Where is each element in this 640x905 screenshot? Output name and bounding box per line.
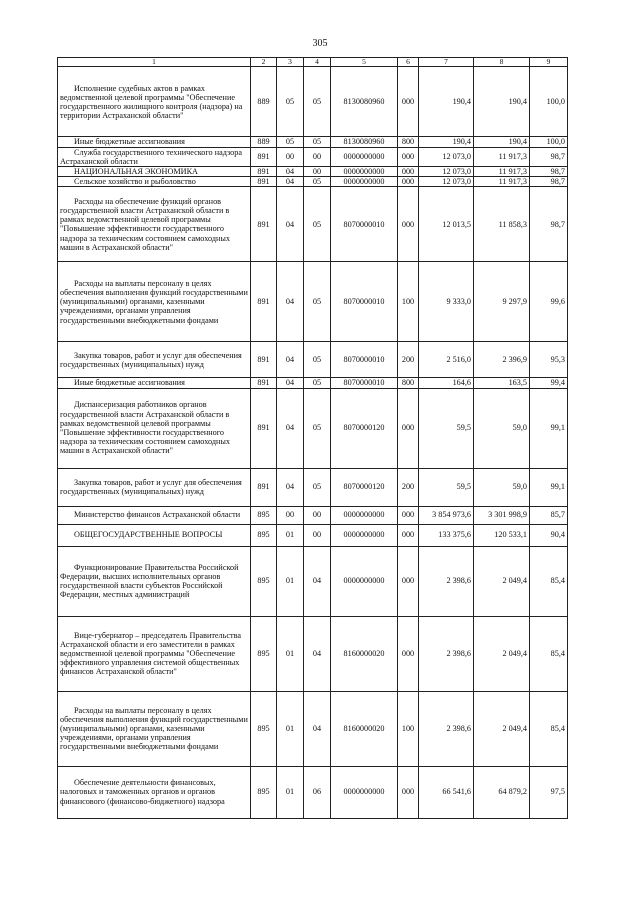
expense-type-code: 000 — [398, 766, 419, 818]
expense-name-text: НАЦИОНАЛЬНАЯ ЭКОНОМИКА — [74, 166, 198, 176]
actual-amount: 2 049,4 — [474, 546, 530, 616]
expense-name — [58, 262, 251, 342]
expense-type-code: 000 — [398, 187, 419, 262]
subsection-code: 00 — [304, 166, 331, 176]
planned-amount: 2 398,6 — [419, 691, 474, 766]
target-article-code: 8070000010 — [331, 342, 398, 378]
actual-amount: 64 879,2 — [474, 766, 530, 818]
expense-name — [58, 378, 251, 388]
section-code: 04 — [277, 262, 304, 342]
expense-name-text: Исполнение судебных актов в рамках ведомственной целевой программы "Обеспечение государственного жилищного контроля (надзора) на территории Астраханской области" — [60, 83, 243, 121]
expense-type-code: 100 — [398, 262, 419, 342]
ministry-code: 895 — [251, 524, 277, 546]
expense-name — [58, 137, 251, 147]
ministry-code: 895 — [251, 691, 277, 766]
expense-name — [58, 67, 251, 137]
expense-name-text: Иные бюджетные ассигнования — [74, 378, 185, 388]
column-number: 3 — [277, 58, 304, 67]
execution-percent: 90,4 — [530, 524, 568, 546]
execution-percent: 99,6 — [530, 262, 568, 342]
ministry-code: 891 — [251, 378, 277, 388]
page-number: 305 — [312, 38, 328, 49]
expense-type-code: 000 — [398, 388, 419, 468]
expense-name — [58, 147, 251, 166]
ministry-code: 891 — [251, 177, 277, 187]
expense-name-text: Расходы на выплаты персоналу в целях обеспечения выполнения функций государственными (муниципальными) органами, казенными учреждениями, органами управления государственными внебюджетными фондами — [60, 705, 248, 752]
ministry-code: 895 — [251, 616, 277, 691]
expense-name-text: Диспансеризация работников органов государственной власти Астраханской области в рамках ведомственной целевой программы "Повышение эффективности государственного надзора за техническим состоянием самоходных машин в Астраханской области" — [60, 400, 230, 456]
target-article-code: 0000000000 — [331, 147, 398, 166]
table-row — [58, 546, 568, 616]
column-number: 4 — [304, 58, 331, 67]
section-code: 04 — [277, 378, 304, 388]
execution-percent: 85,4 — [530, 691, 568, 766]
section-code: 04 — [277, 166, 304, 176]
execution-percent: 98,7 — [530, 147, 568, 166]
expense-type-code: 100 — [398, 691, 419, 766]
expense-name — [58, 187, 251, 262]
planned-amount: 66 541,6 — [419, 766, 474, 818]
table-row — [58, 378, 568, 388]
table-row — [58, 147, 568, 166]
expense-type-code: 000 — [398, 524, 419, 546]
planned-amount: 12 073,0 — [419, 177, 474, 187]
planned-amount: 59,5 — [419, 468, 474, 506]
table-row — [58, 342, 568, 378]
planned-amount: 190,4 — [419, 67, 474, 137]
target-article-code: 0000000000 — [331, 766, 398, 818]
target-article-code: 8160000020 — [331, 616, 398, 691]
expense-name — [58, 524, 251, 546]
expense-name — [58, 177, 251, 187]
table-row — [58, 187, 568, 262]
section-code: 00 — [277, 506, 304, 524]
table-row — [58, 166, 568, 176]
expense-type-code: 800 — [398, 378, 419, 388]
subsection-code: 00 — [304, 506, 331, 524]
execution-percent: 99,1 — [530, 388, 568, 468]
section-code: 05 — [277, 67, 304, 137]
target-article-code: 8070000010 — [331, 187, 398, 262]
expense-name — [58, 166, 251, 176]
planned-amount: 2 516,0 — [419, 342, 474, 378]
expense-name-text: Функционирование Правительства Российской Федерации, высших исполнительных органов государственной власти субъектов Российской Федерации, местных администраций — [60, 562, 239, 600]
ministry-code: 891 — [251, 468, 277, 506]
subsection-code: 04 — [304, 616, 331, 691]
expense-name-text: Сельское хозяйство и рыболовство — [74, 177, 196, 187]
execution-percent: 95,3 — [530, 342, 568, 378]
planned-amount: 164,6 — [419, 378, 474, 388]
expense-name-text: Закупка товаров, работ и услуг для обеспечения государственных (муниципальных) нужд — [60, 477, 242, 497]
section-code: 04 — [277, 342, 304, 378]
column-number: 7 — [419, 58, 474, 67]
planned-amount: 59,5 — [419, 388, 474, 468]
planned-amount: 2 398,6 — [419, 616, 474, 691]
subsection-code: 00 — [304, 147, 331, 166]
planned-amount: 2 398,6 — [419, 546, 474, 616]
ministry-code: 889 — [251, 67, 277, 137]
expense-name-text: Министерство финансов Астраханской области — [74, 510, 241, 520]
expense-type-code: 200 — [398, 468, 419, 506]
target-article-code: 8070000010 — [331, 262, 398, 342]
section-code: 05 — [277, 137, 304, 147]
column-number: 1 — [58, 58, 251, 67]
ministry-code: 895 — [251, 506, 277, 524]
actual-amount: 11 917,3 — [474, 177, 530, 187]
subsection-code: 05 — [304, 388, 331, 468]
planned-amount: 12 013,5 — [419, 187, 474, 262]
target-article-code: 8070000010 — [331, 378, 398, 388]
execution-percent: 99,4 — [530, 378, 568, 388]
execution-percent: 100,0 — [530, 67, 568, 137]
execution-percent: 100,0 — [530, 137, 568, 147]
ministry-code: 891 — [251, 342, 277, 378]
ministry-code: 891 — [251, 262, 277, 342]
expense-name-text: Закупка товаров, работ и услуг для обеспечения государственных (муниципальных) нужд — [60, 350, 242, 369]
ministry-code: 895 — [251, 546, 277, 616]
table-row — [58, 137, 568, 147]
actual-amount: 2 049,4 — [474, 691, 530, 766]
target-article-code: 0000000000 — [331, 166, 398, 176]
actual-amount: 59,0 — [474, 468, 530, 506]
actual-amount: 120 533,1 — [474, 524, 530, 546]
execution-percent: 85,4 — [530, 546, 568, 616]
section-code: 00 — [277, 147, 304, 166]
subsection-code: 06 — [304, 766, 331, 818]
expense-name-text: Обеспечение деятельности финансовых, налоговых и таможенных органов и органов финансового (финансово-бюджетного) надзора — [60, 778, 225, 806]
target-article-code: 8070000120 — [331, 468, 398, 506]
table-row — [58, 506, 568, 524]
expense-name-text: Вице-губернатор – председатель Правительства Астраханской области и его заместители в рамках ведомственной целевой программы "Обеспечение эффективного управления системой общественных финансов Астраханской области" — [60, 630, 241, 677]
subsection-code: 05 — [304, 67, 331, 137]
section-code: 01 — [277, 691, 304, 766]
target-article-code: 0000000000 — [331, 546, 398, 616]
expense-name — [58, 616, 251, 691]
column-number: 9 — [530, 58, 568, 67]
table-row — [58, 524, 568, 546]
section-code: 04 — [277, 187, 304, 262]
table-row — [58, 388, 568, 468]
actual-amount: 163,5 — [474, 378, 530, 388]
expense-type-code: 200 — [398, 342, 419, 378]
ministry-code: 891 — [251, 147, 277, 166]
expense-type-code: 000 — [398, 67, 419, 137]
ministry-code: 891 — [251, 166, 277, 176]
expense-name-text: Расходы на обеспечение функций органов государственной власти Астраханской области в рамках ведомственной целевой программы "Повышение эффективности государственного надзора за техническим состоянием самоходных машин в Астраханской области" — [60, 196, 230, 252]
expense-name — [58, 506, 251, 524]
expense-name — [58, 766, 251, 818]
expense-name-text: Служба государственного технического надзора Астраханской области — [60, 147, 242, 166]
ministry-code: 895 — [251, 766, 277, 818]
column-number: 8 — [474, 58, 530, 67]
execution-percent: 97,5 — [530, 766, 568, 818]
target-article-code: 8130080960 — [331, 137, 398, 147]
subsection-code: 05 — [304, 342, 331, 378]
expense-name — [58, 388, 251, 468]
actual-amount: 11 917,3 — [474, 166, 530, 176]
section-code: 01 — [277, 616, 304, 691]
actual-amount: 2 396,9 — [474, 342, 530, 378]
expense-name — [58, 691, 251, 766]
subsection-code: 00 — [304, 524, 331, 546]
expense-name-text: Расходы на выплаты персоналу в целях обеспечения выполнения функций государственными (муниципальными) органами, казенными учреждениями, органами управления государственными внебюджетными фондами — [60, 278, 248, 325]
column-number: 2 — [251, 58, 277, 67]
planned-amount: 190,4 — [419, 137, 474, 147]
subsection-code: 05 — [304, 378, 331, 388]
ministry-code: 891 — [251, 187, 277, 262]
planned-amount: 9 333,0 — [419, 262, 474, 342]
target-article-code: 0000000000 — [331, 177, 398, 187]
target-article-code: 8130080960 — [331, 67, 398, 137]
expense-type-code: 000 — [398, 546, 419, 616]
section-code: 01 — [277, 546, 304, 616]
expense-type-code: 000 — [398, 506, 419, 524]
table-row — [58, 177, 568, 187]
table-header-row — [58, 58, 568, 67]
execution-percent: 98,7 — [530, 177, 568, 187]
section-code: 01 — [277, 524, 304, 546]
execution-percent: 85,7 — [530, 506, 568, 524]
target-article-code: 8070000120 — [331, 388, 398, 468]
subsection-code: 05 — [304, 137, 331, 147]
execution-percent: 85,4 — [530, 616, 568, 691]
actual-amount: 3 301 998,9 — [474, 506, 530, 524]
actual-amount: 190,4 — [474, 67, 530, 137]
execution-percent: 98,7 — [530, 187, 568, 262]
target-article-code: 8160000020 — [331, 691, 398, 766]
section-code: 04 — [277, 177, 304, 187]
expense-name — [58, 546, 251, 616]
subsection-code: 04 — [304, 691, 331, 766]
expense-name-text: Иные бюджетные ассигнования — [74, 137, 185, 147]
subsection-code: 04 — [304, 546, 331, 616]
table-row — [58, 766, 568, 818]
budget-table — [57, 57, 568, 819]
expense-type-code: 800 — [398, 137, 419, 147]
column-number: 5 — [331, 58, 398, 67]
expense-type-code: 000 — [398, 616, 419, 691]
section-code: 04 — [277, 468, 304, 506]
actual-amount: 11 917,3 — [474, 147, 530, 166]
ministry-code: 891 — [251, 388, 277, 468]
target-article-code: 0000000000 — [331, 524, 398, 546]
planned-amount: 12 073,0 — [419, 166, 474, 176]
ministry-code: 889 — [251, 137, 277, 147]
table-row — [58, 67, 568, 137]
execution-percent: 98,7 — [530, 166, 568, 176]
planned-amount: 12 073,0 — [419, 147, 474, 166]
actual-amount: 59,0 — [474, 388, 530, 468]
planned-amount: 3 854 973,6 — [419, 506, 474, 524]
subsection-code: 05 — [304, 468, 331, 506]
actual-amount: 2 049,4 — [474, 616, 530, 691]
execution-percent: 99,1 — [530, 468, 568, 506]
expense-type-code: 000 — [398, 166, 419, 176]
section-code: 04 — [277, 388, 304, 468]
actual-amount: 11 858,3 — [474, 187, 530, 262]
section-code: 01 — [277, 766, 304, 818]
expense-name — [58, 468, 251, 506]
expense-name — [58, 342, 251, 378]
target-article-code: 0000000000 — [331, 506, 398, 524]
column-number: 6 — [398, 58, 419, 67]
table-row — [58, 262, 568, 342]
expense-type-code: 000 — [398, 177, 419, 187]
subsection-code: 05 — [304, 262, 331, 342]
table-row — [58, 468, 568, 506]
actual-amount: 9 297,9 — [474, 262, 530, 342]
subsection-code: 05 — [304, 177, 331, 187]
expense-type-code: 000 — [398, 147, 419, 166]
actual-amount: 190,4 — [474, 137, 530, 147]
subsection-code: 05 — [304, 187, 331, 262]
expense-name-text: ОБЩЕГОСУДАРСТВЕННЫЕ ВОПРОСЫ — [74, 530, 223, 540]
table-row — [58, 691, 568, 766]
planned-amount: 133 375,6 — [419, 524, 474, 546]
table-row — [58, 616, 568, 691]
